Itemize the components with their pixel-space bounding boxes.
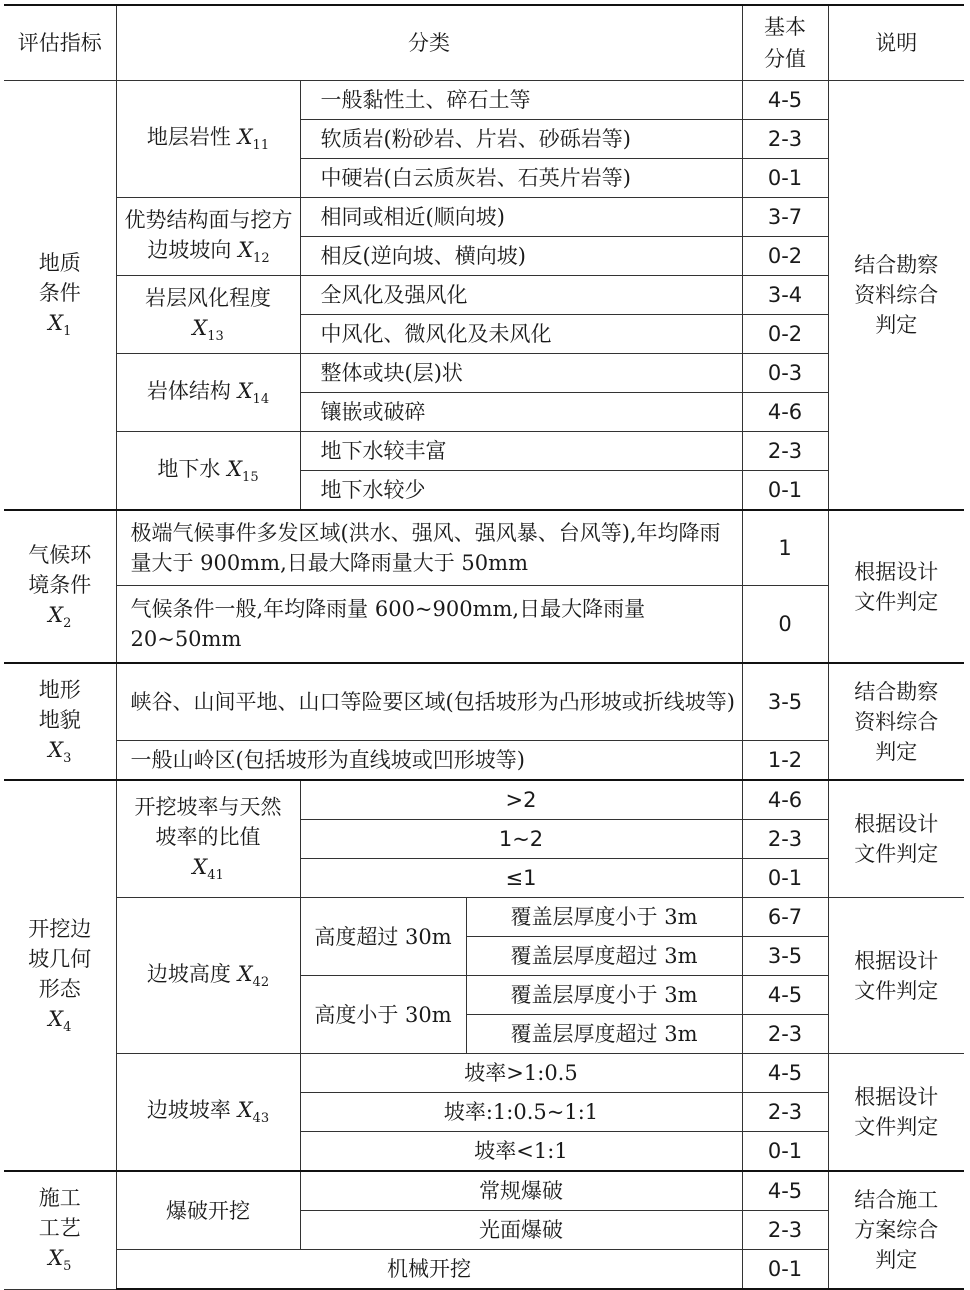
height-group-2-desc-2: 覆盖层厚度超过 3m <box>466 1015 742 1054</box>
weathering-var: X <box>192 315 208 340</box>
note-geology <box>828 81 964 511</box>
note-climate <box>828 510 964 663</box>
stratum-label-cell <box>116 81 300 198</box>
weathering-label <box>143 283 273 347</box>
climate-desc-1: 极端气候事件多发区域(洪水、强风、强风暴、台风等),年均降雨量大于 900mm,日最大降雨量大于 50mm <box>116 510 742 586</box>
height-group-2-label: 高度小于 30m <box>300 976 466 1054</box>
indicator-geology-sub: 1 <box>63 324 72 339</box>
stratum-score-3: 0-1 <box>742 159 828 198</box>
note-climate-text: 根据设计文件判定 <box>854 559 939 614</box>
indicator-terrain <box>4 663 116 780</box>
blasting-score-1: 4-5 <box>742 1171 828 1211</box>
stratum-var: X <box>237 125 253 149</box>
rock-structure-sub: 14 <box>252 391 270 407</box>
ratio-score-3: 0-1 <box>742 859 828 898</box>
rock-structure-label-cell <box>116 354 300 432</box>
note-construction-text: 结合施工方案综合判定 <box>854 1188 939 1272</box>
indicator-excavation-sub: 4 <box>63 1019 72 1035</box>
weathering-sub: 13 <box>207 328 224 344</box>
stratum-desc-3: 中硬岩(白云质灰岩、石英片岩等) <box>300 159 742 198</box>
mechanical-score: 0-1 <box>742 1250 828 1290</box>
groundwater-var: X <box>227 456 243 481</box>
height-var: X <box>237 961 253 986</box>
groundwater-desc-1: 地下水较丰富 <box>300 432 742 471</box>
note-construction <box>828 1171 964 1289</box>
slope-rate-label: 边坡坡率 <box>146 1098 231 1122</box>
height-label-cell <box>116 898 300 1054</box>
indicator-construction-label: 施工工艺 <box>38 1186 81 1241</box>
weathering-desc-1: 全风化及强风化 <box>300 276 742 315</box>
groundwater-label-cell <box>116 432 300 511</box>
stratum-sub: 11 <box>252 138 270 153</box>
rock-structure-desc-1: 整体或块(层)状 <box>300 354 742 393</box>
height-label: 边坡高度 <box>146 961 231 986</box>
structure-face-desc-2: 相反(逆向坡、横向坡) <box>300 237 742 276</box>
header-score-text: 基本分值 <box>764 15 807 71</box>
evaluation-table <box>4 4 964 1290</box>
height-group-2-desc-1: 覆盖层厚度小于 3m <box>466 976 742 1015</box>
groundwater-score-1: 2-3 <box>742 432 828 471</box>
slope-rate-score-2: 2-3 <box>742 1093 828 1132</box>
structure-face-score-2: 0-2 <box>742 237 828 276</box>
rock-structure-desc-2: 镶嵌或破碎 <box>300 393 742 432</box>
rock-structure-label: 岩体结构 <box>146 378 231 403</box>
groundwater-label: 地下水 <box>157 456 221 481</box>
indicator-geology-label: 地质条件 <box>38 251 81 305</box>
structure-face-desc-1: 相同或相近(顺向坡) <box>300 198 742 237</box>
rock-structure-var: X <box>237 378 253 403</box>
note-ratio-text: 根据设计文件判定 <box>854 812 939 866</box>
stratum-score-2: 2-3 <box>742 120 828 159</box>
height-group-1-label: 高度超过 30m <box>300 898 466 976</box>
blasting-desc-2: 光面爆破 <box>300 1211 742 1250</box>
slope-rate-desc-1: 坡率>1:0.5 <box>300 1054 742 1093</box>
terrain-desc-1: 峡谷、山间平地、山口等险要区域(包括坡形为凸形坡或折线坡等) <box>116 663 742 741</box>
blasting-score-2: 2-3 <box>742 1211 828 1250</box>
mechanical-desc: 机械开挖 <box>116 1250 742 1290</box>
slope-rate-desc-3: 坡率<1:1 <box>300 1132 742 1172</box>
structure-face-label-text: 优势结构面与挖方边坡坡向 <box>124 207 293 262</box>
rock-structure-score-1: 0-3 <box>742 354 828 393</box>
header-score <box>742 5 828 81</box>
indicator-construction-var: X <box>48 1246 64 1271</box>
height-group-1-desc-1: 覆盖层厚度小于 3m <box>466 898 742 937</box>
ratio-desc-1: >2 <box>300 780 742 820</box>
note-height <box>828 898 964 1054</box>
note-slope-rate-text: 根据设计文件判定 <box>854 1085 939 1139</box>
indicator-excavation-label: 开挖边坡几何形态 <box>28 916 92 1001</box>
slope-rate-label-cell <box>116 1054 300 1172</box>
weathering-score-2: 0-2 <box>742 315 828 354</box>
ratio-sub: 41 <box>207 868 224 883</box>
terrain-score-2: 1-2 <box>742 741 828 781</box>
ratio-desc-2: 1~2 <box>300 820 742 859</box>
height-group-1-desc-2: 覆盖层厚度超过 3m <box>466 937 742 976</box>
indicator-geology <box>4 81 116 511</box>
slope-rate-score-1: 4-5 <box>742 1054 828 1093</box>
structure-face-label <box>123 205 295 269</box>
stratum-desc-1: 一般黏性土、碎石土等 <box>300 81 742 120</box>
note-terrain <box>828 663 964 780</box>
climate-score-2: 0 <box>742 586 828 664</box>
indicator-construction <box>4 1171 116 1289</box>
terrain-desc-2: 一般山岭区(包括坡形为直线坡或凹形坡等) <box>116 741 742 781</box>
height-group-1-score-1: 6-7 <box>742 898 828 937</box>
blasting-desc-1: 常规爆破 <box>300 1171 742 1211</box>
ratio-score-1: 4-6 <box>742 780 828 820</box>
weathering-label-text: 岩层风化程度 <box>145 285 271 310</box>
indicator-excavation <box>4 780 116 1171</box>
indicator-climate <box>4 510 116 663</box>
header-note: 说明 <box>828 5 964 81</box>
ratio-score-2: 2-3 <box>742 820 828 859</box>
indicator-climate-var: X <box>48 602 64 627</box>
climate-desc-2: 气候条件一般,年均降雨量 600~900mm,日最大降雨量20~50mm <box>116 586 742 664</box>
stratum-desc-2: 软质岩(粉砂岩、片岩、砂砾岩等) <box>300 120 742 159</box>
structure-face-score-1: 3-7 <box>742 198 828 237</box>
ratio-desc-3: ≤1 <box>300 859 742 898</box>
indicator-climate-label: 气候环境条件 <box>28 542 92 597</box>
indicator-terrain-var: X <box>48 737 64 762</box>
ratio-label: 开挖坡率与天然坡率的比值 <box>134 795 282 849</box>
structure-face-var: X <box>238 237 254 262</box>
weathering-score-1: 3-4 <box>742 276 828 315</box>
height-group-2-score-1: 4-5 <box>742 976 828 1015</box>
slope-rate-score-3: 0-1 <box>742 1132 828 1172</box>
stratum-score-1: 4-5 <box>742 81 828 120</box>
slope-rate-sub: 43 <box>252 1111 270 1126</box>
slope-rate-desc-2: 坡率:1:0.5~1:1 <box>300 1093 742 1132</box>
groundwater-score-2: 0-1 <box>742 471 828 511</box>
note-terrain-text: 结合勘察资料综合判定 <box>854 679 939 764</box>
indicator-excavation-var: X <box>48 1006 64 1031</box>
ratio-label-cell <box>116 780 300 898</box>
height-group-1-score-2: 3-5 <box>742 937 828 976</box>
note-geology-text: 结合勘察资料综合判定 <box>854 253 939 337</box>
groundwater-sub: 15 <box>242 469 259 485</box>
structure-face-sub: 12 <box>253 250 270 266</box>
weathering-label-cell <box>116 276 300 354</box>
height-group-2-score-2: 2-3 <box>742 1015 828 1054</box>
rock-structure-score-2: 4-6 <box>742 393 828 432</box>
ratio-var: X <box>192 855 208 879</box>
note-height-text: 根据设计文件判定 <box>854 948 939 1003</box>
header-indicator: 评估指标 <box>4 5 116 81</box>
slope-rate-var: X <box>237 1098 253 1122</box>
terrain-score-1: 3-5 <box>742 663 828 741</box>
climate-score-1: 1 <box>742 510 828 586</box>
indicator-construction-sub: 5 <box>63 1259 72 1275</box>
indicator-terrain-sub: 3 <box>63 750 72 766</box>
header-category: 分类 <box>116 5 742 81</box>
structure-face-label-cell <box>116 198 300 276</box>
stratum-label: 地层岩性 <box>146 125 231 149</box>
height-sub: 42 <box>252 974 270 990</box>
groundwater-desc-2: 地下水较少 <box>300 471 742 511</box>
blasting-label: 爆破开挖 <box>116 1171 300 1250</box>
note-slope-rate <box>828 1054 964 1172</box>
indicator-geology-var: X <box>48 311 64 335</box>
indicator-terrain-label: 地形地貌 <box>38 677 81 732</box>
weathering-desc-2: 中风化、微风化及未风化 <box>300 315 742 354</box>
indicator-climate-sub: 2 <box>63 615 72 631</box>
note-ratio <box>828 780 964 898</box>
